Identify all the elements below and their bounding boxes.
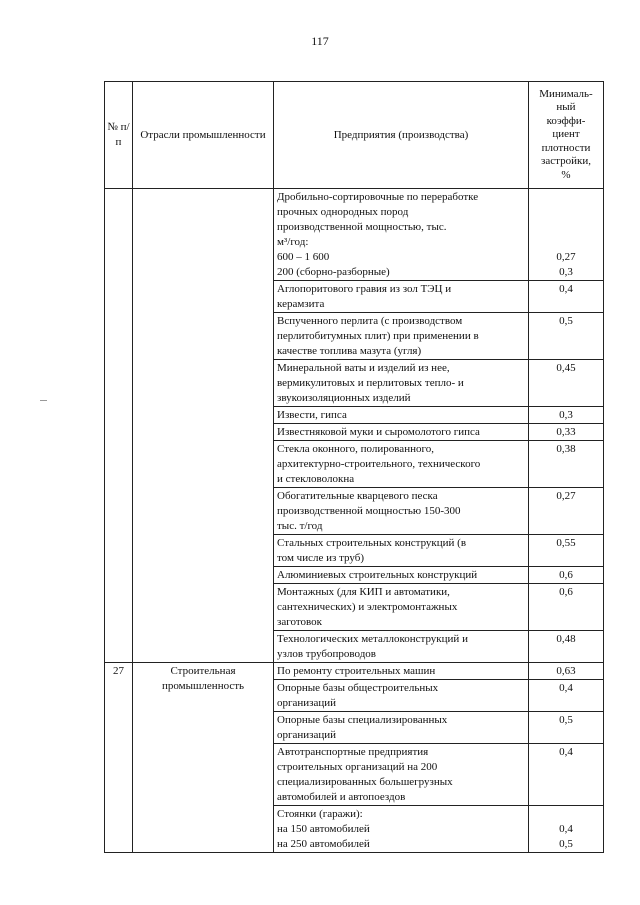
header-coef-line: % bbox=[561, 168, 571, 181]
margin-mark bbox=[40, 400, 47, 401]
enterprise-line: 600 – 1 600 bbox=[277, 251, 330, 263]
coefficient-cell bbox=[529, 313, 604, 360]
enterprise-line: специализированных большегрузных bbox=[277, 776, 453, 788]
coefficient-cell bbox=[529, 712, 604, 744]
header-num-text: № п/п bbox=[107, 121, 130, 148]
enterprise-line: Вспученного перлита (с производством bbox=[277, 315, 463, 327]
section-number: 27 bbox=[113, 665, 124, 677]
enterprise-cell bbox=[274, 584, 529, 631]
coefficient-value: 0,4 bbox=[559, 823, 573, 835]
industry-name: промышленность bbox=[161, 680, 245, 692]
coefficient-cell bbox=[529, 631, 604, 663]
coefficient-cell bbox=[529, 488, 604, 535]
coefficient-cell bbox=[529, 407, 604, 424]
enterprise-cell bbox=[274, 806, 529, 853]
enterprise-line: Опорные базы общестроительных bbox=[277, 682, 439, 694]
table-row bbox=[105, 189, 604, 281]
header-enterprise-text: Предприятия (производства) bbox=[333, 128, 469, 141]
table-row bbox=[105, 663, 604, 680]
enterprise-line: архитектурно-строительного, технического bbox=[277, 458, 481, 470]
page-number: 117 bbox=[311, 34, 329, 48]
enterprise-line: перлитобитумных плит) при применении в bbox=[277, 330, 479, 342]
enterprise-line: прочных однородных пород bbox=[277, 206, 409, 218]
header-coef-line: Минималь- bbox=[539, 87, 593, 100]
enterprise-line: автомобилей и автопоездов bbox=[277, 791, 406, 803]
coefficient-value: 0,3 bbox=[559, 266, 573, 278]
header-coef-line: ный bbox=[556, 101, 576, 114]
enterprise-cell bbox=[274, 313, 529, 360]
enterprise-line: Автотранспортные предприятия bbox=[277, 746, 429, 758]
coefficient-value: 0,3 bbox=[559, 409, 573, 421]
enterprise-line: Опорные базы специализированных bbox=[277, 714, 448, 726]
industry-name: Строительная bbox=[170, 665, 236, 677]
enterprise-line: производственной мощностью, тыс. bbox=[277, 221, 447, 233]
coefficient-value: 0,33 bbox=[556, 426, 576, 438]
coefficient-cell bbox=[529, 424, 604, 441]
coefficient-value bbox=[532, 205, 600, 220]
enterprise-line: Стоянки (гаражи): bbox=[277, 808, 363, 820]
coefficient-value: 0,5 bbox=[559, 714, 573, 726]
coefficient-cell bbox=[529, 189, 604, 281]
enterprise-line: Обогатительные кварцевого песка bbox=[277, 490, 438, 502]
enterprise-line: организаций bbox=[277, 729, 337, 741]
coefficient-value: 0,38 bbox=[556, 443, 576, 455]
enterprise-line: на 150 автомобилей bbox=[277, 823, 370, 835]
coefficient-value bbox=[532, 220, 600, 235]
enterprise-line: По ремонту строительных машин bbox=[277, 665, 436, 677]
industry-cell bbox=[133, 663, 274, 853]
enterprise-cell bbox=[274, 407, 529, 424]
enterprise-cell bbox=[274, 441, 529, 488]
density-table bbox=[104, 81, 604, 853]
coefficient-value bbox=[532, 235, 600, 250]
coefficient-cell bbox=[529, 567, 604, 584]
coefficient-cell bbox=[529, 535, 604, 567]
enterprise-line: организаций bbox=[277, 697, 337, 709]
coefficient-cell bbox=[529, 806, 604, 853]
enterprise-cell bbox=[274, 535, 529, 567]
enterprise-cell bbox=[274, 663, 529, 680]
enterprise-line: Стальных строительных конструкций (в bbox=[277, 537, 467, 549]
enterprise-line: строительных организаций на 200 bbox=[277, 761, 438, 773]
enterprise-line: заготовок bbox=[277, 616, 322, 628]
enterprise-line: узлов трубопроводов bbox=[277, 648, 377, 660]
coefficient-value: 0,63 bbox=[556, 665, 576, 677]
enterprise-line: вермикулитовых и перлитовых тепло- и bbox=[277, 377, 464, 389]
coefficient-cell bbox=[529, 584, 604, 631]
enterprise-line: Монтажных (для КИП и автоматики, bbox=[277, 586, 450, 598]
enterprise-line: керамзита bbox=[277, 298, 325, 310]
enterprise-line: Технологических металлоконструкций и bbox=[277, 633, 468, 645]
header-coef-line: застройки, bbox=[541, 155, 591, 168]
enterprise-cell bbox=[274, 680, 529, 712]
enterprise-line: Известняковой муки и сыромолотого гипса bbox=[277, 426, 480, 438]
enterprise-cell bbox=[274, 712, 529, 744]
coefficient-value bbox=[532, 807, 600, 822]
enterprise-cell bbox=[274, 360, 529, 407]
header-coef-line: циент bbox=[552, 128, 580, 141]
coefficient-value: 0,4 bbox=[559, 283, 573, 295]
enterprise-line: Минеральной ваты и изделий из нее, bbox=[277, 362, 450, 374]
enterprise-line: 200 (сборно-разборные) bbox=[277, 266, 390, 278]
enterprise-line: качестве топлива мазута (угля) bbox=[277, 345, 422, 357]
industry-cell bbox=[133, 189, 274, 663]
enterprise-line: сантехнических) и электромонтажных bbox=[277, 601, 458, 613]
num-cell bbox=[105, 189, 133, 663]
coefficient-cell bbox=[529, 663, 604, 680]
coefficient-cell bbox=[529, 744, 604, 806]
coefficient-value: 0,4 bbox=[559, 682, 573, 694]
header-num bbox=[105, 82, 133, 189]
enterprise-cell bbox=[274, 631, 529, 663]
enterprise-line: м³/год: bbox=[277, 236, 309, 248]
header-industry-text: Отрасли промышленности bbox=[140, 128, 266, 141]
coefficient-value: 0,5 bbox=[559, 315, 573, 327]
coefficient-value: 0,48 bbox=[556, 633, 576, 645]
table-header-row bbox=[105, 82, 604, 189]
coefficient-cell bbox=[529, 441, 604, 488]
coefficient-value bbox=[532, 190, 600, 205]
coefficient-value: 0,6 bbox=[559, 586, 573, 598]
coefficient-value: 0,27 bbox=[556, 490, 576, 502]
coefficient-value: 0,6 bbox=[559, 569, 573, 581]
enterprise-line: звукоизоляционных изделий bbox=[277, 392, 411, 404]
header-industry bbox=[133, 82, 274, 189]
enterprise-cell bbox=[274, 744, 529, 806]
enterprise-line: Стекла оконного, полированного, bbox=[277, 443, 434, 455]
coefficient-value: 0,27 bbox=[556, 251, 576, 263]
enterprise-line: производственной мощностью 150-300 bbox=[277, 505, 461, 517]
coefficient-value: 0,55 bbox=[556, 537, 576, 549]
enterprise-line: Дробильно-сортировочные по переработке bbox=[277, 191, 479, 203]
enterprise-line: Аглопоритового гравия из зол ТЭЦ и bbox=[277, 283, 452, 295]
enterprise-cell bbox=[274, 567, 529, 584]
enterprise-line: тыс. т/год bbox=[277, 520, 323, 532]
enterprise-line: Алюминиевых строительных конструкций bbox=[277, 569, 478, 581]
num-cell bbox=[105, 663, 133, 853]
header-coef-line: коэффи- bbox=[546, 114, 586, 127]
enterprise-line: Извести, гипса bbox=[277, 409, 347, 421]
coefficient-value: 0,4 bbox=[559, 746, 573, 758]
enterprise-cell bbox=[274, 281, 529, 313]
enterprise-cell bbox=[274, 189, 529, 281]
header-enterprise bbox=[274, 82, 529, 189]
enterprise-line: том числе из труб) bbox=[277, 552, 364, 564]
coefficient-value: 0,45 bbox=[556, 362, 576, 374]
coefficient-value: 0,5 bbox=[559, 838, 573, 850]
coefficient-cell bbox=[529, 360, 604, 407]
enterprise-cell bbox=[274, 424, 529, 441]
enterprise-cell bbox=[274, 488, 529, 535]
header-coef-line: плотности bbox=[541, 141, 591, 154]
header-coef bbox=[529, 82, 604, 189]
enterprise-line: на 250 автомобилей bbox=[277, 838, 370, 850]
enterprise-line: и стекловолокна bbox=[277, 473, 355, 485]
coefficient-cell bbox=[529, 680, 604, 712]
coefficient-cell bbox=[529, 281, 604, 313]
